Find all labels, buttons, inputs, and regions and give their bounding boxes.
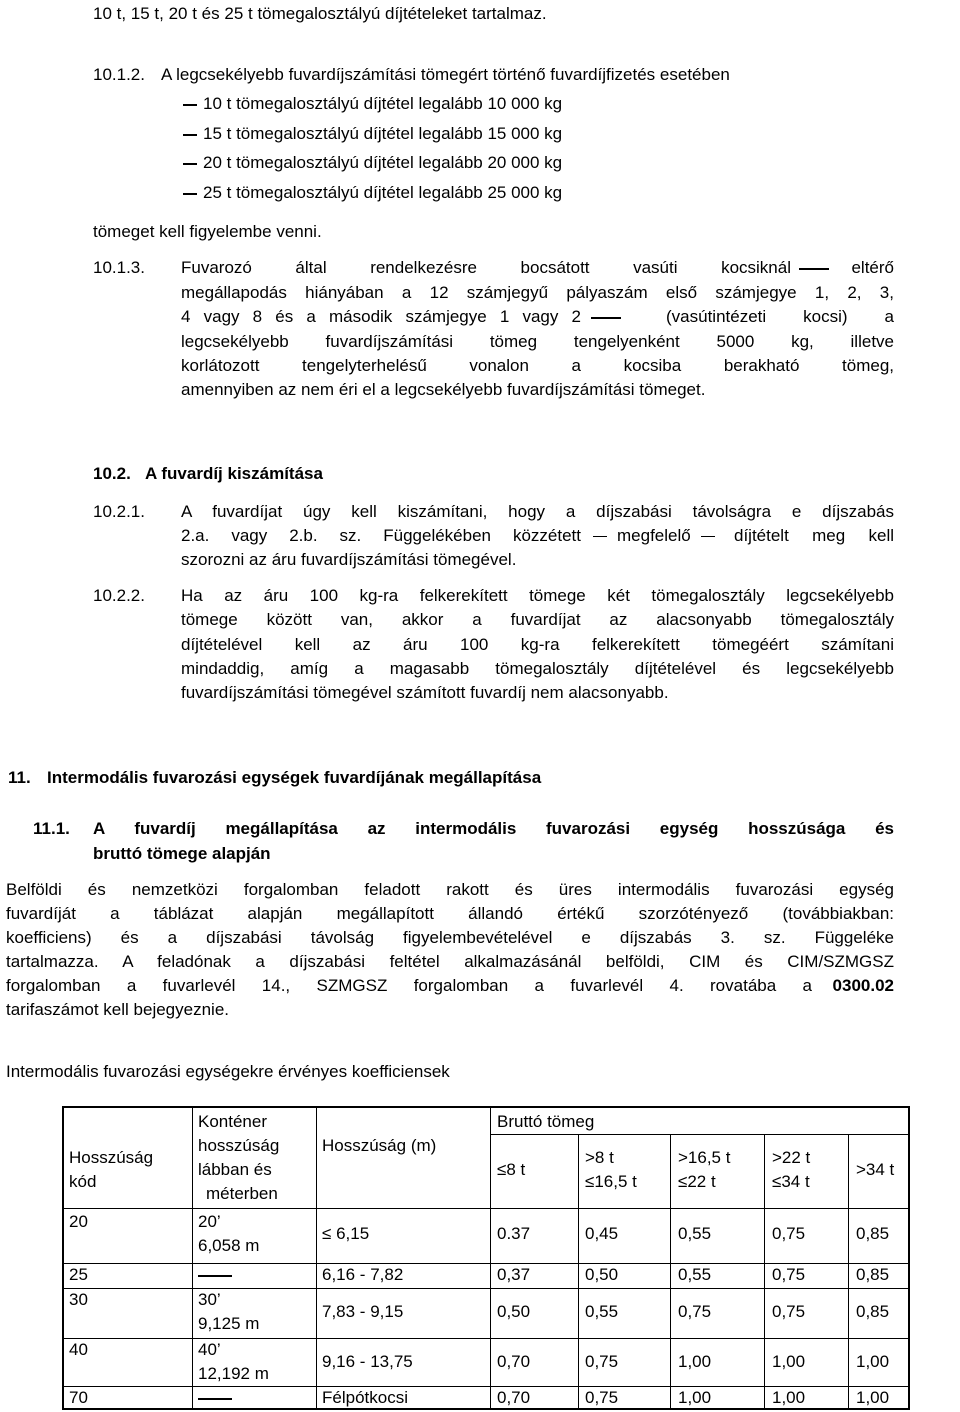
header-container: méterben	[206, 1184, 278, 1203]
section-10-1-3-line: amennyiben az nem éri el a legcsekélyebb fuvardíjszámítási tömeget.	[181, 380, 706, 399]
header-gross-weight: Bruttó tömeg	[497, 1112, 595, 1131]
section-10-2-2-line: tömege között van, akkor a fuvardíjat az alacsonyabb tömegalosztály	[181, 610, 894, 629]
dash-bullet	[183, 163, 197, 165]
row-length: 9,16 - 13,75	[322, 1352, 413, 1371]
section-10-1-2-outro: tömeget kell figyelembe venni.	[93, 222, 322, 241]
heading-10-2-title: A fuvardíj kiszámítása	[145, 464, 323, 483]
table-divider	[64, 1288, 908, 1289]
header-code: kód	[69, 1172, 97, 1191]
row-value: 1,00	[678, 1352, 712, 1371]
paragraph-line: Belföldi és nemzetközi forgalomban feladott rakott és üres intermodális fuvarozási egység	[6, 880, 894, 899]
text-run: 2.a. vagy 2.b. sz. Függelékében közzétett	[181, 526, 581, 545]
row-container: 9,125 m	[198, 1314, 260, 1333]
intro-line: 10 t, 15 t, 20 t és 25 t tömegalosztályú díjtételeket tartalmaz.	[93, 4, 547, 23]
header-weight-col: >22 t	[772, 1148, 811, 1167]
header-weight-col: ≤34 t	[772, 1172, 810, 1191]
row-length: Félpótkocsi	[322, 1388, 408, 1407]
row-value: 0,50	[585, 1265, 619, 1284]
table-divider	[670, 1134, 671, 1408]
paragraph-line: fuvardíját a táblázat alapján megállapított állandó értékű szorzótényező (továbbiakban:	[6, 904, 894, 923]
table-divider	[490, 1108, 491, 1408]
row-value: 0,55	[678, 1265, 712, 1284]
row-container: 6,058 m	[198, 1236, 260, 1255]
row-length: ≤ 6,15	[322, 1224, 370, 1243]
header-weight-col: >34 t	[856, 1160, 895, 1179]
table-divider	[192, 1108, 193, 1408]
row-value: 0,55	[678, 1224, 712, 1243]
row-container: 20’	[198, 1212, 221, 1231]
row-value: 1,00	[856, 1352, 890, 1371]
heading-11-1-number: 11.1.	[33, 819, 70, 838]
text-run: megfelelő	[617, 526, 691, 545]
row-value: 1,00	[856, 1388, 890, 1407]
table-caption: Intermodális fuvarozási egységekre érvényes koefficiensek	[6, 1062, 450, 1081]
section-10-1-3-line	[181, 305, 894, 329]
dash-bullet	[183, 104, 197, 106]
row-value: 0,85	[856, 1302, 890, 1321]
section-10-1-3-line: legcsekélyebb fuvardíjszámítási tömeg tengelyenként 5000 kg, illetve	[181, 332, 894, 351]
heading-11-1-title: A fuvardíj megállapítása az intermodális fuvarozási egység hosszúsága és	[93, 819, 894, 838]
weight-label: 34 t	[781, 1172, 810, 1191]
header-weight-col: ≤22 t	[678, 1172, 716, 1191]
paragraph-line: tarifaszámot kell bejegyeznie.	[6, 1000, 230, 1019]
paragraph-line: koefficiens) és a díjszabási távolság figyelembevételével e díjszabás 3. sz. Függeléke	[6, 928, 894, 947]
weight-label: 22 t	[687, 1172, 716, 1191]
row-length: 7,83 - 9,15	[322, 1302, 404, 1321]
weight-label: 8 t	[506, 1160, 526, 1179]
em-dash	[593, 536, 607, 538]
header-weight-col: >8 t	[585, 1148, 614, 1167]
section-10-2-1-line	[181, 524, 894, 548]
row-value: 0,70	[497, 1388, 531, 1407]
row-value: 0,75	[772, 1224, 806, 1243]
row-value: 0,75	[772, 1302, 806, 1321]
text-run: 4 vagy 8 és a második számjegye 1 vagy 2	[181, 307, 581, 326]
header-weight-col: ≤16,5 t	[585, 1172, 637, 1191]
section-10-2-2-line: díjtételével kell az áru 100 kg-ra felkerekített tömegéért számítani	[181, 635, 894, 654]
text-run: forgalomban a fuvarlevél 14., SZMGSZ forgalomban a fuvarlevél 4. rovatába a	[6, 976, 812, 995]
row-value: 0,45	[585, 1224, 619, 1243]
row-length: 6,16 - 7,82	[322, 1265, 404, 1284]
table-divider	[764, 1134, 765, 1408]
paragraph-line	[6, 974, 894, 998]
row-value: 1,00	[772, 1352, 806, 1371]
section-10-1-3-line: megállapodás hiányában a 12 számjegyű pályaszám első számjegye 1, 2, 3,	[181, 283, 894, 302]
row-value: 0,75	[772, 1265, 806, 1284]
row-value: 0,55	[585, 1302, 619, 1321]
table-divider	[848, 1134, 849, 1408]
row-value: 0,70	[497, 1352, 531, 1371]
table-divider	[64, 1208, 908, 1209]
header-length: Hosszúság (m)	[322, 1136, 437, 1155]
empty-dash	[198, 1398, 232, 1400]
section-10-2-1-line: A fuvardíjat úgy kell kiszámítani, hogy a díjszabási távolságra e díjszabás	[181, 502, 894, 521]
dash-bullet	[183, 134, 197, 136]
row-value: 0,75	[585, 1352, 619, 1371]
section-10-1-2-intro: A legcsekélyebb fuvardíjszámítási tömegért történő fuvardíjfizetés esetében	[161, 65, 730, 84]
table-divider	[490, 1134, 908, 1135]
header-code: Hosszúság	[69, 1148, 154, 1167]
dash-bullet	[183, 193, 197, 195]
row-code: 40	[69, 1340, 88, 1359]
heading-10-2-number: 10.2.	[93, 464, 131, 483]
section-10-2-1-number: 10.2.1.	[93, 502, 145, 521]
section-10-1-3-line: korlátozott tengelyterhelésű vonalon a kocsiba berakható tömeg,	[181, 356, 894, 375]
row-code: 70	[69, 1388, 88, 1407]
em-dash	[799, 268, 829, 270]
em-dash	[591, 317, 621, 319]
tariff-number: 0300.02	[832, 976, 894, 995]
text-run: eltérő	[851, 258, 894, 277]
row-value: 0,85	[856, 1224, 890, 1243]
row-code: 30	[69, 1290, 88, 1309]
row-value: 0,50	[497, 1302, 531, 1321]
list-item: 15 t tömegalosztályú díjtétel legalább 15 000 kg	[203, 124, 563, 143]
row-value: 0,85	[856, 1265, 890, 1284]
row-value: 1,00	[772, 1388, 806, 1407]
weight-label: 16,5 t	[594, 1172, 637, 1191]
list-item: 10 t tömegalosztályú díjtétel legalább 10 000 kg	[203, 94, 563, 113]
row-container: 12,192 m	[198, 1364, 269, 1383]
empty-dash	[198, 1275, 232, 1277]
section-10-1-2-number: 10.1.2.	[93, 65, 145, 84]
table-divider	[578, 1134, 579, 1408]
row-value: 0,75	[585, 1388, 619, 1407]
length-value: 6,15	[336, 1224, 370, 1243]
em-dash	[701, 536, 715, 538]
heading-11-title: Intermodális fuvarozási egységek fuvardíjának megállapítása	[47, 768, 542, 787]
section-10-1-3-line	[181, 256, 894, 280]
header-weight-col: ≤8 t	[497, 1160, 526, 1179]
section-10-2-2-number: 10.2.2.	[93, 586, 145, 605]
table-divider	[316, 1108, 317, 1408]
section-10-2-2-line: Ha az áru 100 kg-ra felkerekített tömege két tömegalosztály legcsekélyebb	[181, 586, 894, 605]
section-10-2-1-line: szorozni az áru fuvardíjszámítási tömegével.	[181, 550, 517, 569]
heading-11-1-title: bruttó tömege alapján	[93, 844, 271, 863]
header-weight-col: >16,5 t	[678, 1148, 731, 1167]
header-container: lábban és	[198, 1160, 272, 1179]
heading-11-number: 11.	[8, 768, 31, 787]
table-divider	[64, 1338, 908, 1339]
text-run: díjtételt meg kell	[734, 526, 894, 545]
paragraph-line: tartalmazza. A feladónak a díjszabási feltétel alkalmazásánál belföldi, CIM és CIM/SZMGSZ	[6, 952, 894, 971]
row-container: 40’	[198, 1340, 221, 1359]
section-10-1-3-number: 10.1.3.	[93, 258, 145, 277]
section-10-2-2-line: fuvardíjszámítási tömegével számított fuvardíj nem alacsonyabb.	[181, 683, 669, 702]
header-container: Konténer	[198, 1112, 267, 1131]
text-run: Fuvarozó által rendelkezésre bocsátott vasúti kocsiknál	[181, 258, 791, 277]
text-run: (vasútintézeti kocsi) a	[666, 307, 894, 326]
row-code: 25	[69, 1265, 88, 1284]
row-value: 0,37	[497, 1265, 531, 1284]
row-value: 0.37	[497, 1224, 531, 1243]
coefficient-table	[62, 1106, 910, 1410]
row-container: 30’	[198, 1290, 221, 1309]
section-10-2-2-line: mindaddig, amíg a magasabb tömegalosztály díjtételével és legcsekélyebb	[181, 659, 894, 678]
header-container: hosszúság	[198, 1136, 280, 1155]
row-code: 20	[69, 1212, 88, 1231]
list-item: 25 t tömegalosztályú díjtétel legalább 25 000 kg	[203, 183, 563, 202]
list-item: 20 t tömegalosztályú díjtétel legalább 20 000 kg	[203, 153, 563, 172]
row-value: 0,75	[678, 1302, 712, 1321]
row-value: 1,00	[678, 1388, 712, 1407]
